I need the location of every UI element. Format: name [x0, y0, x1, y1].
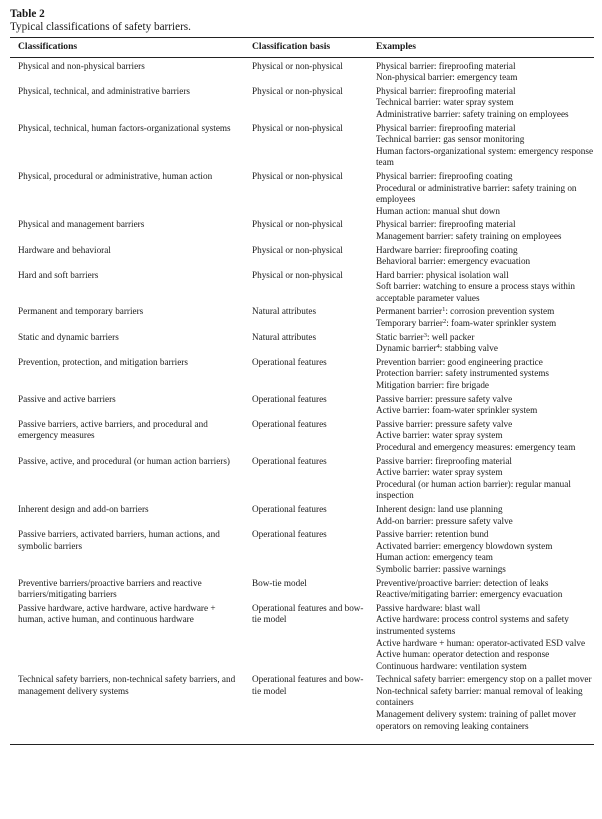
classification-cell: Physical, technical, and administrative barriers — [18, 85, 190, 96]
example-item: Physical barrier: fireproofing material — [376, 219, 516, 230]
example-item: Prevention barrier: good engineering practice — [376, 356, 543, 367]
examples-cell — [376, 392, 594, 417]
example-item: Non-technical safety barrier: manual removal of leaking containers — [376, 685, 583, 708]
classification-cell: Physical, technical, human factors-organizational systems — [18, 122, 231, 133]
classification-cell: Prevention, protection, and mitigation barriers — [18, 356, 188, 367]
basis-cell: Physical or non-physical — [252, 269, 343, 280]
classification-cell: Passive, active, and procedural (or human action barriers) — [18, 455, 230, 466]
example-item: Non-physical barrier: emergency team — [376, 72, 518, 83]
example-item: Passive barrier: retention bund — [376, 529, 489, 540]
examples-cell — [376, 527, 594, 575]
basis-cell: Operational features and bow-tie model — [252, 602, 364, 625]
example-description: : foam-water sprinkler system — [446, 318, 557, 329]
example-item: Inherent design: land use planning — [376, 503, 503, 514]
examples-cell — [376, 169, 594, 217]
table-row — [10, 601, 594, 673]
example-description: : stabbing valve — [439, 343, 498, 354]
example-item: Technical safety barrier: emergency stop on a pallet mover — [376, 674, 592, 685]
classification-cell: Hardware and behavioral — [18, 244, 111, 255]
header-classifications: Classifications — [10, 38, 252, 58]
example-description: : corrosion prevention system — [445, 306, 555, 317]
classification-cell: Permanent and temporary barriers — [18, 306, 144, 317]
table-caption: Typical classifications of safety barriers. — [10, 21, 191, 33]
example-item: Mitigation barrier: fire brigade — [376, 380, 490, 391]
table-row — [10, 330, 594, 355]
basis-cell: Physical or non-physical — [252, 60, 343, 71]
table-header — [10, 38, 594, 58]
example-item: Procedural or administrative barrier: safety training on employees — [376, 182, 577, 205]
examples-cell — [376, 330, 594, 355]
example-item: Active barrier: water spray system — [376, 430, 503, 441]
basis-cell: Operational features — [252, 503, 327, 514]
table-row — [10, 169, 594, 217]
example-item: Hard barrier: physical isolation wall — [376, 269, 509, 280]
examples-cell — [376, 243, 594, 268]
example-item: Symbolic barrier: passive warnings — [376, 563, 506, 574]
example-item: Physical barrier: fireproofing coating — [376, 170, 513, 181]
classification-cell: Inherent design and add-on barriers — [18, 503, 149, 514]
examples-cell — [376, 121, 594, 169]
footnote-marker: 3 — [423, 331, 427, 339]
table-row — [10, 576, 594, 601]
example-item: Passive barrier: fireproofing material — [376, 455, 512, 466]
table-row — [10, 502, 594, 527]
basis-cell: Operational features — [252, 455, 327, 466]
example-item: Preventive/proactive barrier: detection of leaks — [376, 577, 549, 588]
classification-cell: Passive barriers, active barriers, and procedural and emergency measures — [18, 418, 208, 441]
basis-cell: Physical or non-physical — [252, 170, 343, 181]
example-item: Active human: operator detection and response — [376, 649, 550, 660]
example-item: Physical barrier: fireproofing material — [376, 60, 516, 71]
examples-cell — [376, 672, 594, 744]
examples-cell — [376, 417, 594, 454]
example-item: Management barrier: safety training on employees — [376, 230, 562, 241]
example-item — [376, 306, 594, 318]
classification-cell: Physical and management barriers — [18, 219, 145, 230]
header-examples: Examples — [376, 38, 594, 58]
table-row — [10, 417, 594, 454]
example-item: Human factors-organizational system: emergency response team — [376, 145, 594, 168]
table-row — [10, 392, 594, 417]
example-item: Passive hardware: blast wall — [376, 602, 481, 613]
table-row — [10, 243, 594, 268]
examples-cell — [376, 576, 594, 601]
table-row — [10, 268, 594, 305]
table-row — [10, 84, 594, 121]
example-item: Physical barrier: fireproofing material — [376, 122, 516, 133]
example-item: Passive barrier: pressure safety valve — [376, 418, 513, 429]
example-item — [376, 318, 594, 330]
table-row — [10, 121, 594, 169]
table-row — [10, 672, 594, 744]
example-item: Technical barrier: water spray system — [376, 97, 514, 108]
example-item: Active hardware: process control systems and safety instrumented systems — [376, 614, 569, 636]
example-description: : well packer — [426, 331, 475, 342]
example-item: Procedural (or human action barrier): regular manual inspection — [376, 478, 571, 501]
example-item: Reactive/mitigating barrier: emergency evacuation — [376, 589, 563, 600]
examples-cell — [376, 502, 594, 527]
table-row — [10, 355, 594, 392]
example-item: Soft barrier: watching to ensure a process stays within acceptable parameter values — [376, 281, 576, 303]
example-item: Active hardware + human: operator-activated ESD valve — [376, 637, 586, 648]
example-term: Dynamic barrier — [376, 343, 437, 354]
examples-cell — [376, 217, 594, 242]
example-item: Administrative barrier: safety training on employees — [376, 108, 569, 119]
classification-cell: Technical safety barriers, non-technical safety barriers, and management delivery systems — [10, 672, 252, 744]
classification-cell: Hard and soft barriers — [18, 269, 99, 280]
basis-cell: Physical or non-physical — [252, 85, 343, 96]
examples-cell — [376, 355, 594, 392]
example-item: Active barrier: water spray system — [376, 467, 503, 478]
basis-cell: Operational features and bow-tie model — [252, 672, 376, 744]
classification-cell: Preventive barriers/proactive barriers and reactive barriers/mitigating barriers — [18, 577, 202, 600]
classification-cell: Physical, procedural or administrative, human action — [18, 170, 213, 181]
footnote-marker: 4 — [436, 343, 440, 351]
basis-cell: Bow-tie model — [252, 577, 307, 588]
example-item: Add-on barrier: pressure safety valve — [376, 515, 513, 526]
classification-cell: Passive barriers, activated barriers, human actions, and symbolic barriers — [18, 529, 220, 551]
examples-cell — [376, 454, 594, 502]
examples-cell — [376, 268, 594, 305]
example-item: Active barrier: foam-water sprinkler system — [376, 405, 538, 416]
example-term: Static barrier — [376, 331, 424, 342]
classification-cell: Passive hardware, active hardware, active hardware + human, active human, and continuous hardware — [18, 602, 216, 625]
table-row — [10, 57, 594, 84]
example-item: Human action: manual shut down — [376, 205, 501, 216]
examples-cell — [376, 601, 594, 673]
table-row — [10, 217, 594, 242]
basis-cell: Physical or non-physical — [252, 122, 343, 133]
example-term: Permanent barrier — [376, 306, 443, 317]
example-item: Human action: emergency team — [376, 552, 493, 563]
table-body — [10, 57, 594, 745]
example-item: Passive barrier: pressure safety valve — [376, 393, 513, 404]
basis-cell: Natural attributes — [252, 331, 317, 342]
basis-cell: Physical or non-physical — [252, 219, 343, 230]
header-classification-basis: Classification basis — [252, 38, 376, 58]
example-item — [376, 332, 594, 344]
basis-cell: Natural attributes — [252, 306, 317, 317]
basis-cell: Operational features — [252, 529, 327, 540]
example-item: Procedural and emergency measures: emergency team — [376, 442, 576, 452]
header-row — [10, 38, 594, 58]
example-item: Physical barrier: fireproofing material — [376, 85, 516, 96]
basis-cell: Operational features — [252, 356, 327, 367]
safety-barriers-table — [10, 37, 594, 745]
classification-cell: Passive and active barriers — [18, 393, 116, 404]
example-item: Behavioral barrier: emergency evacuation — [376, 256, 531, 267]
table-label: Table 2 — [10, 8, 45, 20]
basis-cell: Operational features — [252, 393, 327, 404]
example-item: Continuous hardware: ventilation system — [376, 660, 527, 671]
example-item: Hardware barrier: fireproofing coating — [376, 244, 518, 255]
table-row — [10, 527, 594, 575]
footnote-marker: 1 — [442, 306, 446, 314]
classification-cell: Physical and non-physical barriers — [18, 60, 145, 71]
example-item: Protection barrier: safety instrumented systems — [376, 368, 549, 379]
footnote-marker: 2 — [442, 318, 447, 326]
example-item — [376, 343, 594, 355]
example-term: Temporary barrier — [376, 318, 443, 329]
basis-cell: Operational features — [252, 418, 327, 429]
classification-cell: Static and dynamic barriers — [18, 331, 119, 342]
examples-cell — [376, 57, 594, 84]
table-row — [10, 454, 594, 502]
table-row — [10, 304, 594, 329]
examples-cell — [376, 304, 594, 329]
example-item: Management delivery system: training of pallet mover operators on removing leaking containers — [376, 709, 577, 731]
basis-cell: Physical or non-physical — [252, 244, 343, 255]
example-item: Technical barrier: gas sensor monitoring — [376, 134, 525, 145]
example-item: Activated barrier: emergency blowdown system — [376, 540, 553, 551]
examples-cell — [376, 84, 594, 121]
